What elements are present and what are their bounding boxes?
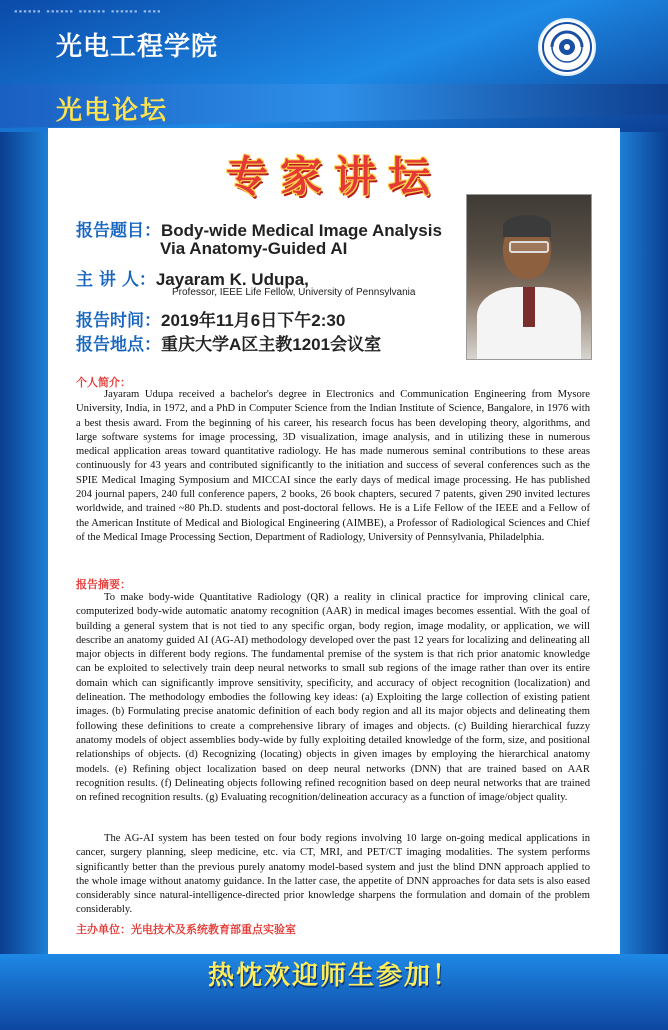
talk-title-line2: Via Anatomy-Guided AI — [160, 239, 348, 258]
sponsor: 主办单位：光电技术及系统教育部重点实验室 — [76, 923, 296, 936]
talk-title-line2-row — [160, 239, 347, 259]
decorative-dots: ▪▪▪▪▪▪ ▪▪▪▪▪▪ ▪▪▪▪▪▪ ▪▪▪▪▪▪ ▪▪▪▪ — [14, 8, 162, 15]
abstract-paragraph-2: The AG-AI system has been tested on four body regions involving 10 large on-going medical applications in cancer, surgery planning, sleep medicine, etc. via CT, MRI, and PET/CT imaging modalities. The system performs significantly better than the previous purely anatomy model-based system and just the blind DNN approach applied to the whole image without anatomy guidance. In the latter case, the appetite of DNN approaches for data sets is also eased considerably since natural-intelligence-directed prior knowledge sharpens the formulation and domain of the problem considerably. — [76, 833, 590, 916]
welcome-message: 热忱欢迎师生参加！ — [207, 961, 460, 991]
talk-title-line1: Body-wide Medical Image Analysis — [161, 221, 442, 240]
forum-title: 光电论坛 — [56, 96, 169, 126]
speaker-portrait-icon — [466, 194, 592, 360]
headline: 专家讲坛 — [225, 152, 442, 201]
talk-time: 2019年11月6日下午2:30 — [161, 311, 346, 330]
talk-title-label: 报告题目： — [76, 221, 161, 241]
speaker-affiliation: Professor, IEEE Life Fellow, University of Pennsylvania — [172, 287, 416, 298]
place-row — [76, 330, 381, 355]
speaker-label: 主 讲 人： — [76, 270, 156, 290]
bio-title: 个人简介： — [76, 376, 131, 389]
talk-place: 重庆大学A区主教1201会议室 — [161, 335, 382, 354]
portrait-glasses — [509, 241, 549, 253]
bio-text: Jayaram Udupa received a bachelor's degree in Electronics and Communication Engineering from Mysore University, India, in 1972, and a PhD in Computer Science from the Indian Institute of Science, Bangalore, in 1976 with a best thesis award. From the beginning of his career, his research focus has been developing theory, algorithms, and large software systems for image processing, 3D visualization, image analysis, and in utilizing these in numerous medical application areas toward quantitative radiology. He has made numerous seminal contributions to these areas continuously for 43 years and contributed significantly to the initiation and success of several conferences such as the SPIE Medical Imaging Symposium and MICCAI since the early days of medical image processing. He has published 204 journal papers, 240 full conference papers, 2 books, 26 book chapters, secured 7 patents, given 290 invited lectures worldwide, and trained ~80 Ph.D. students and post-doctoral fellows. He is a Life Fellow of the IEEE and a Fellow of the American Institute of Medical and Biological Engineering (AIMBE), a Professor of Radiological Sciences and Chief of the Medical Image Processing Section, Department of Radiology, University of Pennsylvania, Philadelphia. — [76, 389, 590, 543]
school-name: 光电工程学院 — [56, 32, 219, 62]
abstract-paragraph-1: To make body-wide Quantitative Radiology (QR) a reality in clinical practice for improving clinical care, computerized body-wide automatic anatomy recognition (AAR) in medical images becomes essential. With the goal of building a general system that is not tied to any specific organ, body region, image modality, or application, we will describe an anatomy guided AI (AG-AI) methodology developed over the past 12 years for localizing and delineating all major objects in different body regions. The fundamental premise of the system is that rich prior anatomic knowledge can be exploited to selectively train deep neural networks to small sub regions of the image rather than over its entire domain which can significantly improve sensitivity, specificity, and accuracy of object recognition (localization) and delineation. The methodology embodies the following key ideas: (a) Exploiting the large collection of existing patient images. (b) Formulating precise anatomic definition of each body region and all its major objects and delineating them following these definitions to create a comprehensive library of images and objects. (c) Building hierarchical fuzzy anatomy models of object assemblies body-wide by fully exploiting detailed knowledge of the form, size, and positional relationships of objects. (d) Recognizing (locating) objects in given images by employing the hierarchical anatomy models. (e) Refining object localization based on deep neural networks (DNN) that are trained based on AAR recognition results. (f) Delineating objects following refined recognition based on deep neural networks that are trained on refined recognition results. (g) Evaluating recognition/delineation accuracy as a function of image/object quality. — [76, 592, 590, 804]
time-label: 报告时间： — [76, 311, 161, 331]
portrait-tie — [523, 287, 535, 327]
speaker-name: Jayaram K. Udupa, — [155, 270, 309, 289]
time-row — [76, 306, 345, 331]
university-seal-icon — [538, 18, 596, 76]
talk-title-row — [76, 216, 442, 241]
place-label: 报告地点： — [76, 335, 161, 355]
portrait-hair — [503, 215, 551, 237]
abstract-title: 报告摘要： — [76, 578, 131, 591]
